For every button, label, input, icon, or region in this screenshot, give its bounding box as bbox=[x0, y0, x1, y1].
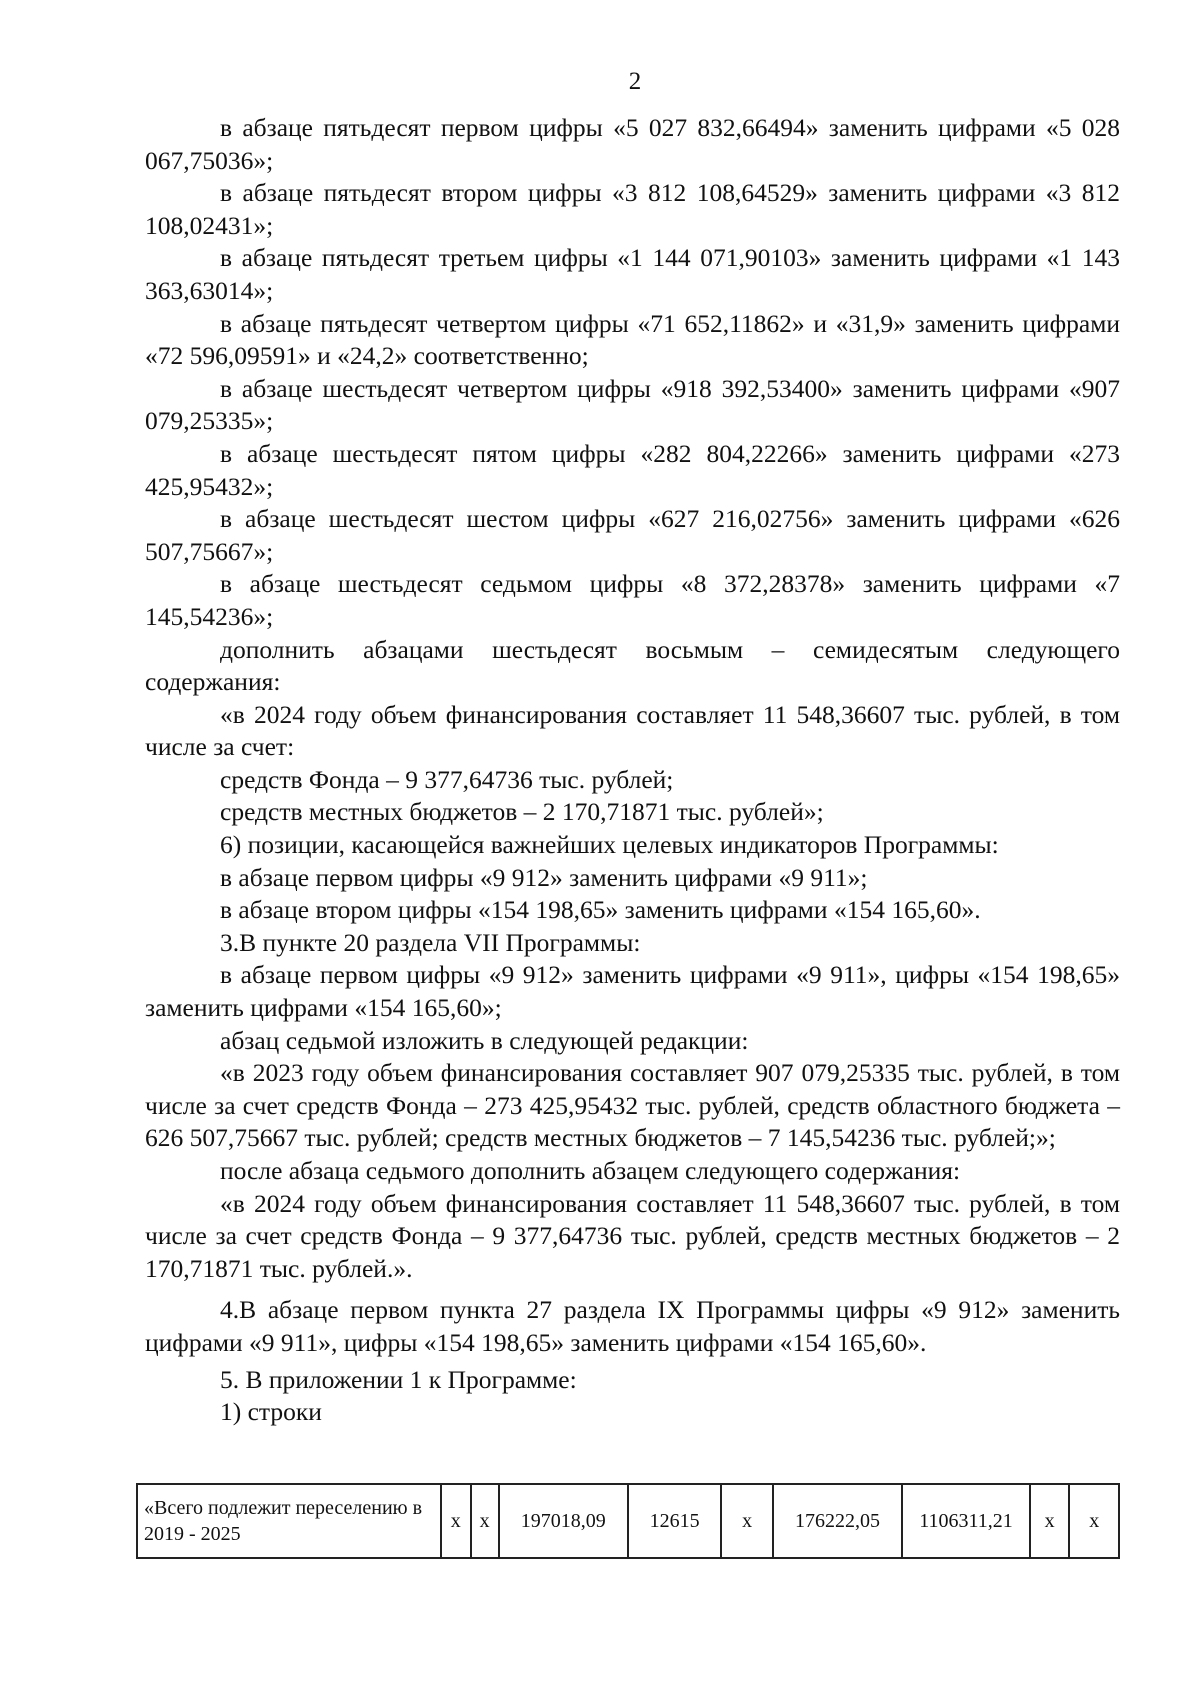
paragraph: средств местных бюджетов – 2 170,71871 тыс. рублей»; bbox=[220, 797, 824, 827]
paragraph: средств Фонда – 9 377,64736 тыс. рублей; bbox=[220, 764, 674, 794]
table-cell-label: «Всего подлежит переселению в 2019 - 2025 bbox=[137, 1484, 441, 1558]
paragraph: в абзаце шестьдесят четвертом цифры «918 392,53400» заменить цифрами «907 079,25335»; bbox=[145, 373, 1120, 436]
table-cell: х bbox=[1030, 1484, 1070, 1558]
paragraph: после абзаца седьмого дополнить абзацем следующего содержания: bbox=[220, 1156, 961, 1185]
paragraph: «в 2023 году объем финансирования составляет 907 079,25335 тыс. рублей, в том числе за счет средств Фонда – 273 425,95432 тыс. рублей, средств областного бюджета – 626 507,75667 тыс. рублей; средств местных бюджетов – 7 145,54236 тыс. рублей;»; bbox=[145, 1058, 1120, 1153]
paragraph: дополнить абзацами шестьдесят восьмым – семидесятым следующего содержания: bbox=[145, 634, 1120, 697]
document-body bbox=[145, 112, 1120, 1429]
paragraph: 6) позиции, касающейся важнейших целевых индикаторов Программы: bbox=[220, 830, 999, 860]
paragraph: в абзаце шестьдесят пятом цифры «282 804,22266» заменить цифрами «273 425,95432»; bbox=[145, 438, 1120, 501]
table-cell: х bbox=[441, 1484, 471, 1558]
table-cell: х bbox=[1069, 1484, 1119, 1558]
page-number: 2 bbox=[628, 68, 642, 95]
table-cell: 197018,09 bbox=[499, 1484, 628, 1558]
data-table bbox=[136, 1483, 1120, 1559]
paragraph: в абзаце пятьдесят первом цифры «5 027 832,66494» заменить цифрами «5 028 067,75036»; bbox=[145, 113, 1120, 175]
paragraph: в абзаце шестьдесят седьмом цифры «8 372,28378» заменить цифрами «7 145,54236»; bbox=[145, 569, 1120, 631]
table-cell: 12615 bbox=[628, 1484, 721, 1558]
paragraph: в абзаце пятьдесят четвертом цифры «71 652,11862» и «31,9» заменить цифрами «72 596,09591» и «24,2» соответственно; bbox=[145, 308, 1120, 371]
table-cell: х bbox=[721, 1484, 772, 1558]
table-cell: 176222,05 bbox=[773, 1484, 902, 1558]
paragraph: 4.В абзаце первом пункта 27 раздела IX Программы цифры «9 912» заменить цифрами «9 911», цифры «154 198,65» заменить цифрами «154 165,60». bbox=[145, 1295, 1120, 1357]
paragraph: 1) строки bbox=[220, 1397, 322, 1427]
paragraph: 3.В пункте 20 раздела VII Программы: bbox=[220, 927, 641, 957]
paragraph: в абзаце первом цифры «9 912» заменить цифрами «9 911», цифры «154 198,65» заменить цифрами «154 165,60»; bbox=[145, 960, 1120, 1023]
paragraph: «в 2024 году объем финансирования составляет 11 548,36607 тыс. рублей, в том числе за счет: bbox=[145, 699, 1120, 762]
paragraph: 5. В приложении 1 к Программе: bbox=[220, 1364, 577, 1394]
paragraph: «в 2024 году объем финансирования составляет 11 548,36607 тыс. рублей, в том числе за счет средств Фонда – 9 377,64736 тыс. рублей, средств местных бюджетов – 2 170,71871 тыс. рублей.». bbox=[145, 1188, 1120, 1283]
paragraph: в абзаце первом цифры «9 912» заменить цифрами «9 911»; bbox=[220, 862, 868, 892]
paragraph: в абзаце втором цифры «154 198,65» заменить цифрами «154 165,60». bbox=[220, 895, 981, 925]
paragraph: абзац седьмой изложить в следующей редакции: bbox=[220, 1025, 749, 1055]
table-cell: х bbox=[471, 1484, 499, 1558]
table-row bbox=[137, 1484, 1119, 1558]
table-cell: 1106311,21 bbox=[902, 1484, 1030, 1558]
paragraph: в абзаце шестьдесят шестом цифры «627 216,02756» заменить цифрами «626 507,75667»; bbox=[145, 504, 1120, 566]
paragraph: в абзаце пятьдесят третьем цифры «1 144 071,90103» заменить цифрами «1 143 363,63014»; bbox=[145, 243, 1120, 305]
paragraph: в абзаце пятьдесят втором цифры «3 812 108,64529» заменить цифрами «3 812 108,02431»; bbox=[145, 178, 1120, 240]
